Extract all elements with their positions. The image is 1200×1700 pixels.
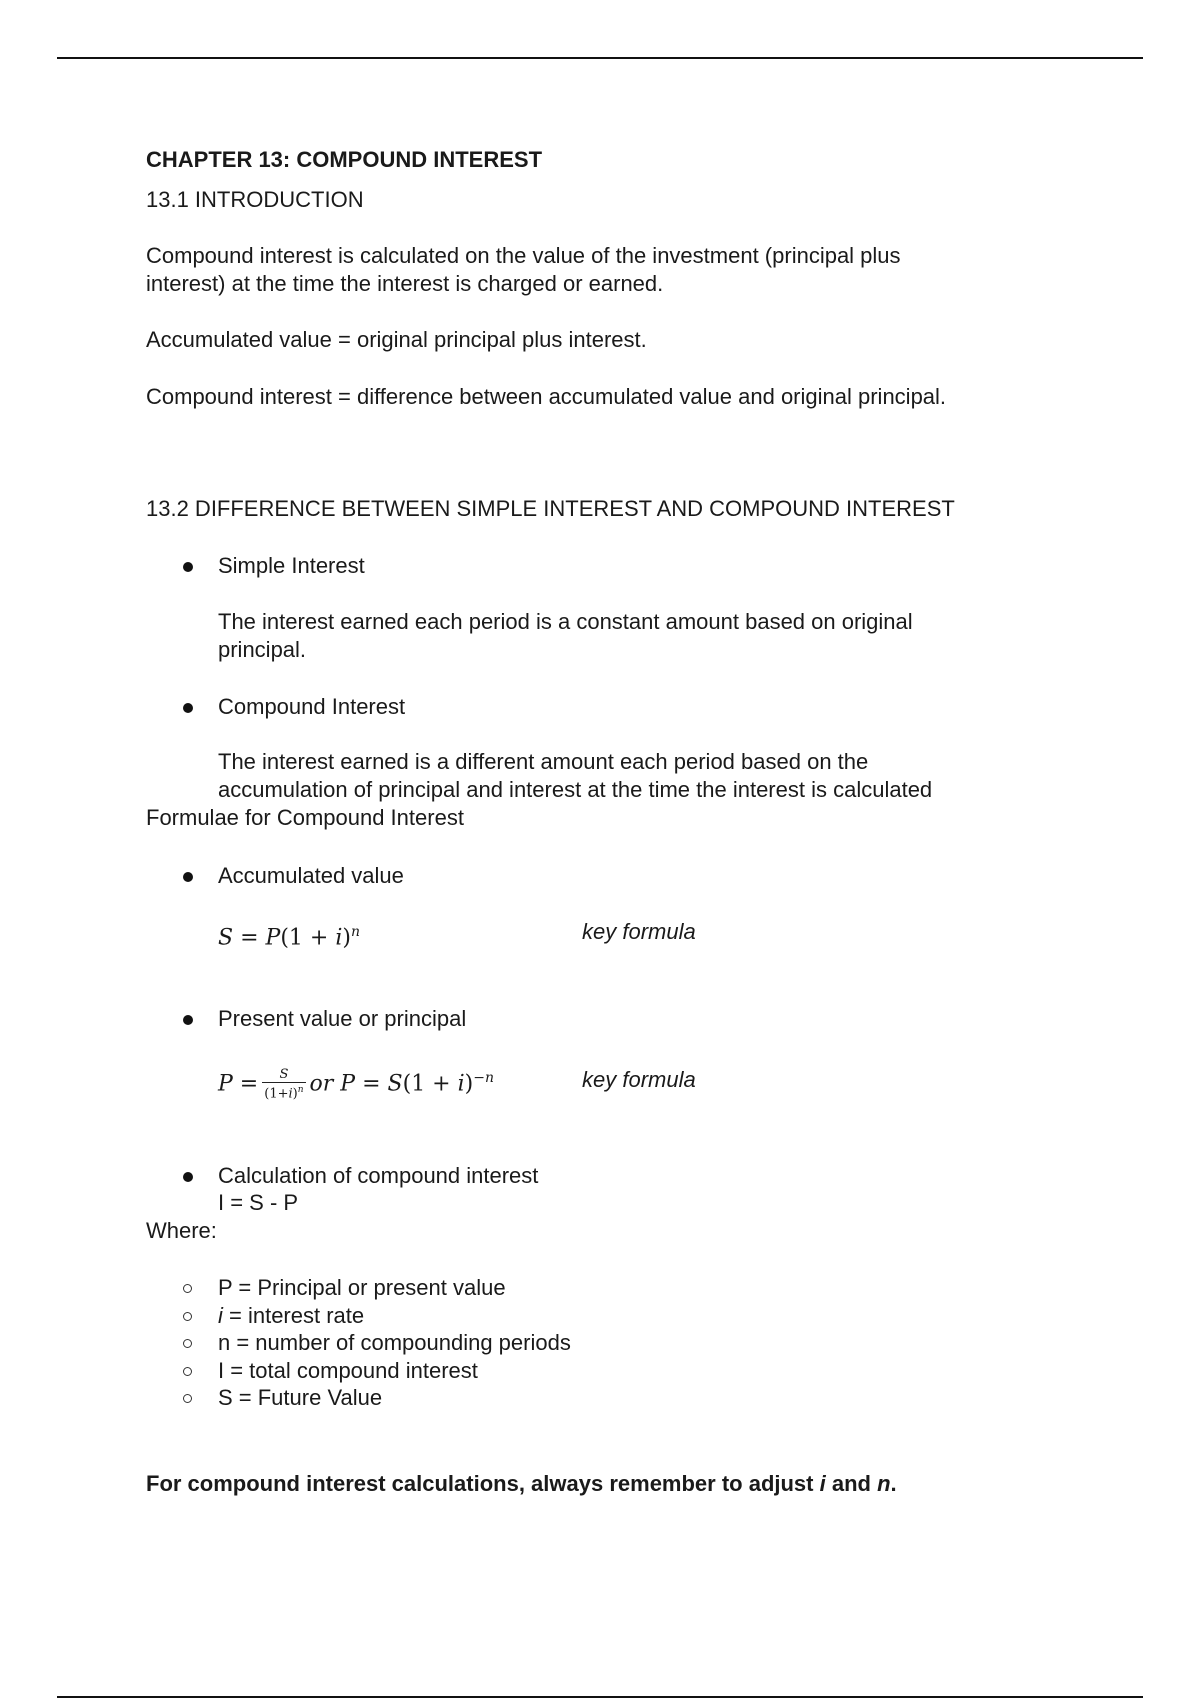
bullet-icon bbox=[183, 872, 193, 882]
bullet-icon bbox=[183, 1015, 193, 1025]
compound-interest-desc-line2: accumulation of principal and interest at the time the interest is calculated bbox=[218, 777, 933, 802]
compound-interest-label: Compound Interest bbox=[218, 694, 406, 719]
present-value-formula: P = $\frac{S}{(1+i)^n}$ or $P = S(1 + i)^{-n}$ bbox=[218, 1067, 495, 1102]
where-label: Where: bbox=[146, 1218, 217, 1243]
adjust-note: For compound interest calculations, always remember to adjust i and n. bbox=[146, 1471, 897, 1496]
circle-bullet-icon bbox=[183, 1394, 192, 1403]
calc-compound-formula: I = S - P bbox=[218, 1190, 299, 1215]
accumulated-value-def: Accumulated value = original principal plus interest. bbox=[146, 327, 647, 352]
circle-bullet-icon bbox=[183, 1339, 192, 1348]
section-2-heading: 13.2 DIFFERENCE BETWEEN SIMPLE INTEREST AND COMPOUND INTEREST bbox=[146, 496, 955, 521]
circle-bullet-icon bbox=[183, 1367, 192, 1376]
top-rule bbox=[57, 57, 1143, 59]
compound-interest-desc-line1: The interest earned is a different amount each period based on the bbox=[218, 749, 869, 774]
bullet-icon bbox=[183, 703, 193, 713]
bullet-icon bbox=[183, 1172, 193, 1182]
where-item-periods: n = number of compounding periods bbox=[218, 1330, 571, 1355]
where-item-principal: P = Principal or present value bbox=[218, 1275, 506, 1300]
where-item-interest: I = total compound interest bbox=[218, 1358, 478, 1383]
key-formula-label-1: key formula bbox=[582, 919, 696, 944]
bullet-icon bbox=[183, 562, 193, 572]
bottom-rule bbox=[57, 1696, 1143, 1698]
where-item-future-value: S = Future Value bbox=[218, 1385, 383, 1410]
chapter-title: CHAPTER 13: COMPOUND INTEREST bbox=[146, 147, 543, 172]
compound-interest-def: Compound interest = difference between accumulated value and original principal. bbox=[146, 384, 947, 409]
intro-para-line2: interest) at the time the interest is charged or earned. bbox=[146, 271, 664, 296]
present-value-label: Present value or principal bbox=[218, 1006, 467, 1031]
accumulated-value-label: Accumulated value bbox=[218, 863, 404, 888]
section-1-heading: 13.1 INTRODUCTION bbox=[146, 187, 364, 212]
circle-bullet-icon bbox=[183, 1284, 192, 1293]
simple-interest-desc-line1: The interest earned each period is a constant amount based on original bbox=[218, 609, 913, 634]
simple-interest-desc-line2: principal. bbox=[218, 637, 307, 662]
circle-bullet-icon bbox=[183, 1312, 192, 1321]
formulae-heading: Formulae for Compound Interest bbox=[146, 805, 464, 830]
where-item-rate: i = interest rate bbox=[218, 1303, 365, 1328]
calc-compound-label: Calculation of compound interest bbox=[218, 1163, 539, 1188]
simple-interest-label: Simple Interest bbox=[218, 553, 365, 578]
accumulated-value-formula: $S = P(1 + i)^n$ bbox=[218, 924, 360, 951]
i-variable: i bbox=[218, 1303, 223, 1328]
intro-para-line1: Compound interest is calculated on the value of the investment (principal plus bbox=[146, 243, 901, 268]
key-formula-label-2: key formula bbox=[582, 1067, 696, 1092]
